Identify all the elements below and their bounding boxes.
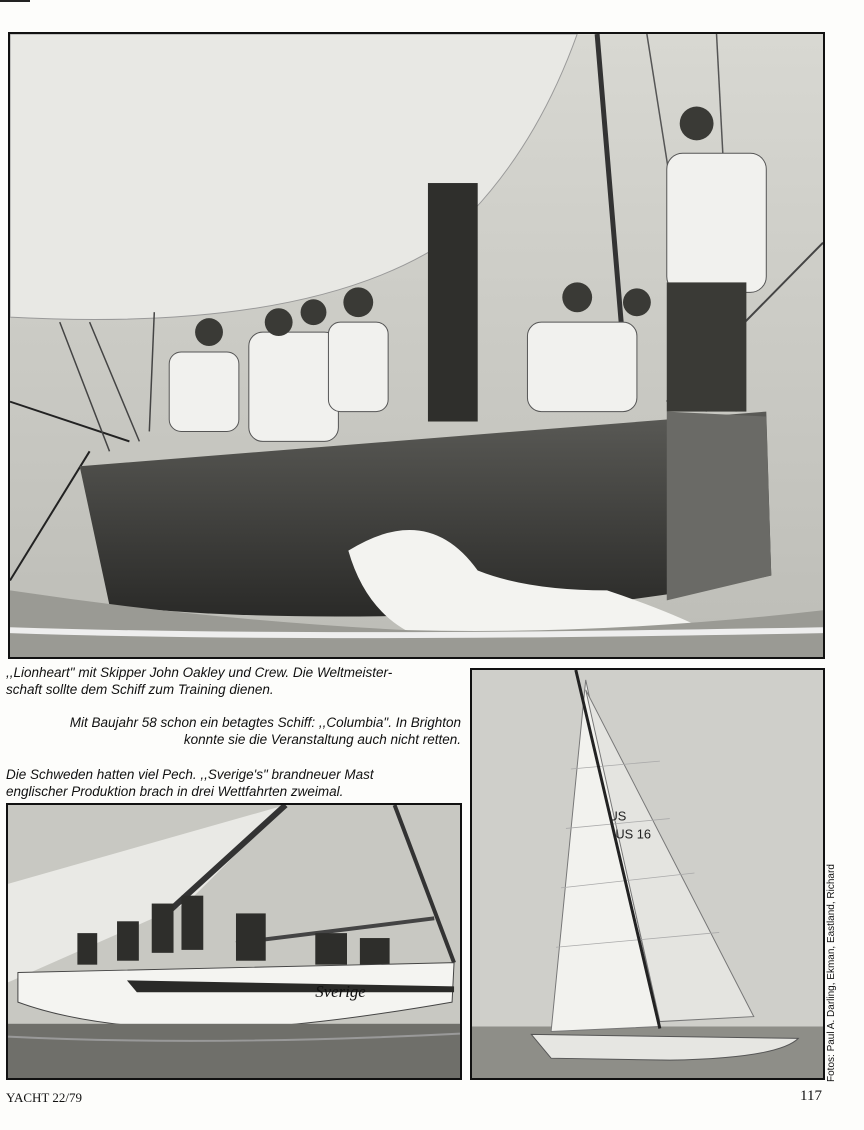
photo-sverige <box>6 803 462 1080</box>
caption-lionheart-line1: ,,Lionheart" mit Skipper John Oakley und Crew. Die Weltmeister- <box>6 665 393 680</box>
photo-columbia <box>470 668 825 1080</box>
caption-columbia-line1: Mit Baujahr 58 schon ein betagtes Schiff: ,,Columbia". In Brighton <box>69 715 461 730</box>
footer-magazine-issue: YACHT 22/79 <box>6 1090 82 1105</box>
sail-number-1: US <box>608 808 627 824</box>
caption-lionheart <box>6 664 446 698</box>
footer-page-number: 117 <box>800 1088 822 1104</box>
photo-lionheart <box>8 32 825 659</box>
caption-sverige <box>6 766 446 800</box>
hull-name-sverige: Sverige <box>315 982 366 1002</box>
caption-lionheart-line2: schaft sollte dem Schiff zum Training dienen. <box>6 682 274 697</box>
caption-columbia-line2: konnte sie die Veranstaltung auch nicht retten. <box>183 732 461 747</box>
top-rule <box>0 0 30 2</box>
caption-columbia <box>20 714 461 748</box>
caption-sverige-line2: englischer Produktion brach in drei Wettfahrten zweimal. <box>6 784 344 799</box>
photo-credit-text: Fotos: Paul A. Darling, Ekman, Eastland, Richard <box>826 864 837 1082</box>
caption-sverige-line1: Die Schweden hatten viel Pech. ,,Sverige's" brandneuer Mast <box>6 767 374 782</box>
sail-number-2: US 16 <box>615 826 652 842</box>
photo-credit <box>826 862 842 1082</box>
